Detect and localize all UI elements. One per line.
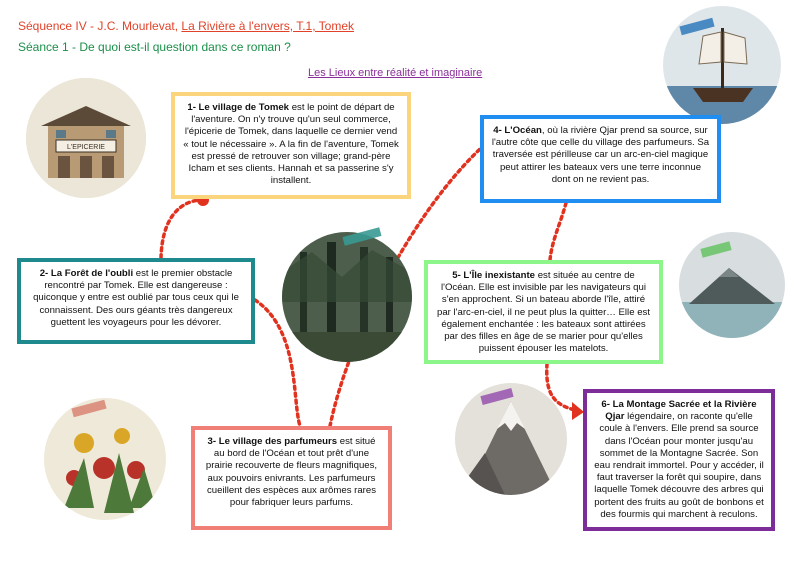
place-description: est le point de départ de l'aventure. On n'y trouve qu'un seul commerce, l'épicerie de Tomek, dans laquelle ce dernier vend « tout le nécessaire ». A la fin de l'aventure, Tomek est pressé de retrouver son village; grand-père Icham et ses clients. Hannah et sa passerine s'y installent.	[183, 102, 399, 187]
village-shop-image	[26, 78, 146, 198]
page-subtitle: Les Lieux entre réalité et imaginaire	[308, 67, 483, 79]
ship-image	[663, 6, 781, 124]
island-image	[679, 232, 785, 338]
place-box-2	[17, 258, 255, 344]
place-description: est située au centre de l'Océan. Elle est invisible par les navigateurs qui s'en approchent. Si un bateau aborde l'île, attiré par l'arc-en-ciel, il ne peut plus la quitter… Elle est également enchantée : les bateaux sont attirées par des filles en âge de se marier pour qu'elles puissent épouser les matelots.	[437, 270, 650, 355]
place-title: 2- La Forêt de l'oubli	[39, 268, 134, 279]
place-box-6	[583, 389, 775, 531]
shop-sign-text: L'EPICERIE	[67, 144, 105, 151]
place-description: est situé au bord de l'Océan et tout prêt d'une prairie recouverte de fleurs magnifiques, aux pouvoirs enivrants. Les parfumeurs cueillent des espèces aux arômes rares pour fabriquer leurs parfums.	[205, 436, 378, 509]
path-segment-4-5	[550, 203, 566, 260]
place-box-1	[171, 92, 411, 199]
book-title: La Rivière à l'envers, T.1, Tomek	[181, 19, 354, 33]
place-title: 1- Le village de Tomek	[187, 102, 290, 113]
forest-image	[282, 232, 412, 362]
sequence-heading-prefix: Séquence IV - J.C. Mourlevat,	[18, 19, 182, 33]
place-box-4	[480, 115, 721, 203]
place-description: est le premier obstacle rencontré par Tomek. Elle est dangereuse : quiconque y entre est oublié par tous ceux qui le connaissent. Des ours géants très dangereux guettent les voyageurs pour les dévorer.	[33, 268, 239, 328]
place-description: légendaire, on raconte qu'elle coule à l'envers. Elle prend sa source dans l'Océan pour monter jusqu'au sommet de la Montagne Sacrée. Son eau rendrait immortel. Pour y accéder, il faut traverser la forêt qui soupire, dans laquelle Tomek découvre des arbres qui portent des fruits au goût de bonbons et des fourmis qui marchent à reculons.	[594, 411, 764, 520]
place-box-5	[424, 260, 663, 364]
session-heading: Séance 1 - De quoi est-il question dans ce roman ?	[18, 40, 291, 54]
place-description: , où la rivière Qjar prend sa source, sur l'autre côte que celle du village des parfumeurs. Sa traversée est périlleuse car un arc-en-ciel magique peut attirer les bateaux vers une terre inconnue dont on ne revient pas.	[491, 125, 710, 185]
place-title: 3- Le village des parfumeurs	[207, 436, 338, 447]
place-title: 6- La Montage Sacrée et la Rivière Qjar	[601, 399, 757, 423]
place-title: 4- L'Océan	[493, 125, 542, 136]
mountain-image	[455, 383, 567, 495]
path-segment-1-2	[161, 200, 203, 258]
place-box-3	[191, 426, 392, 530]
place-title: 5- L'Île inexistante	[452, 270, 536, 281]
flowers-image	[44, 398, 166, 520]
